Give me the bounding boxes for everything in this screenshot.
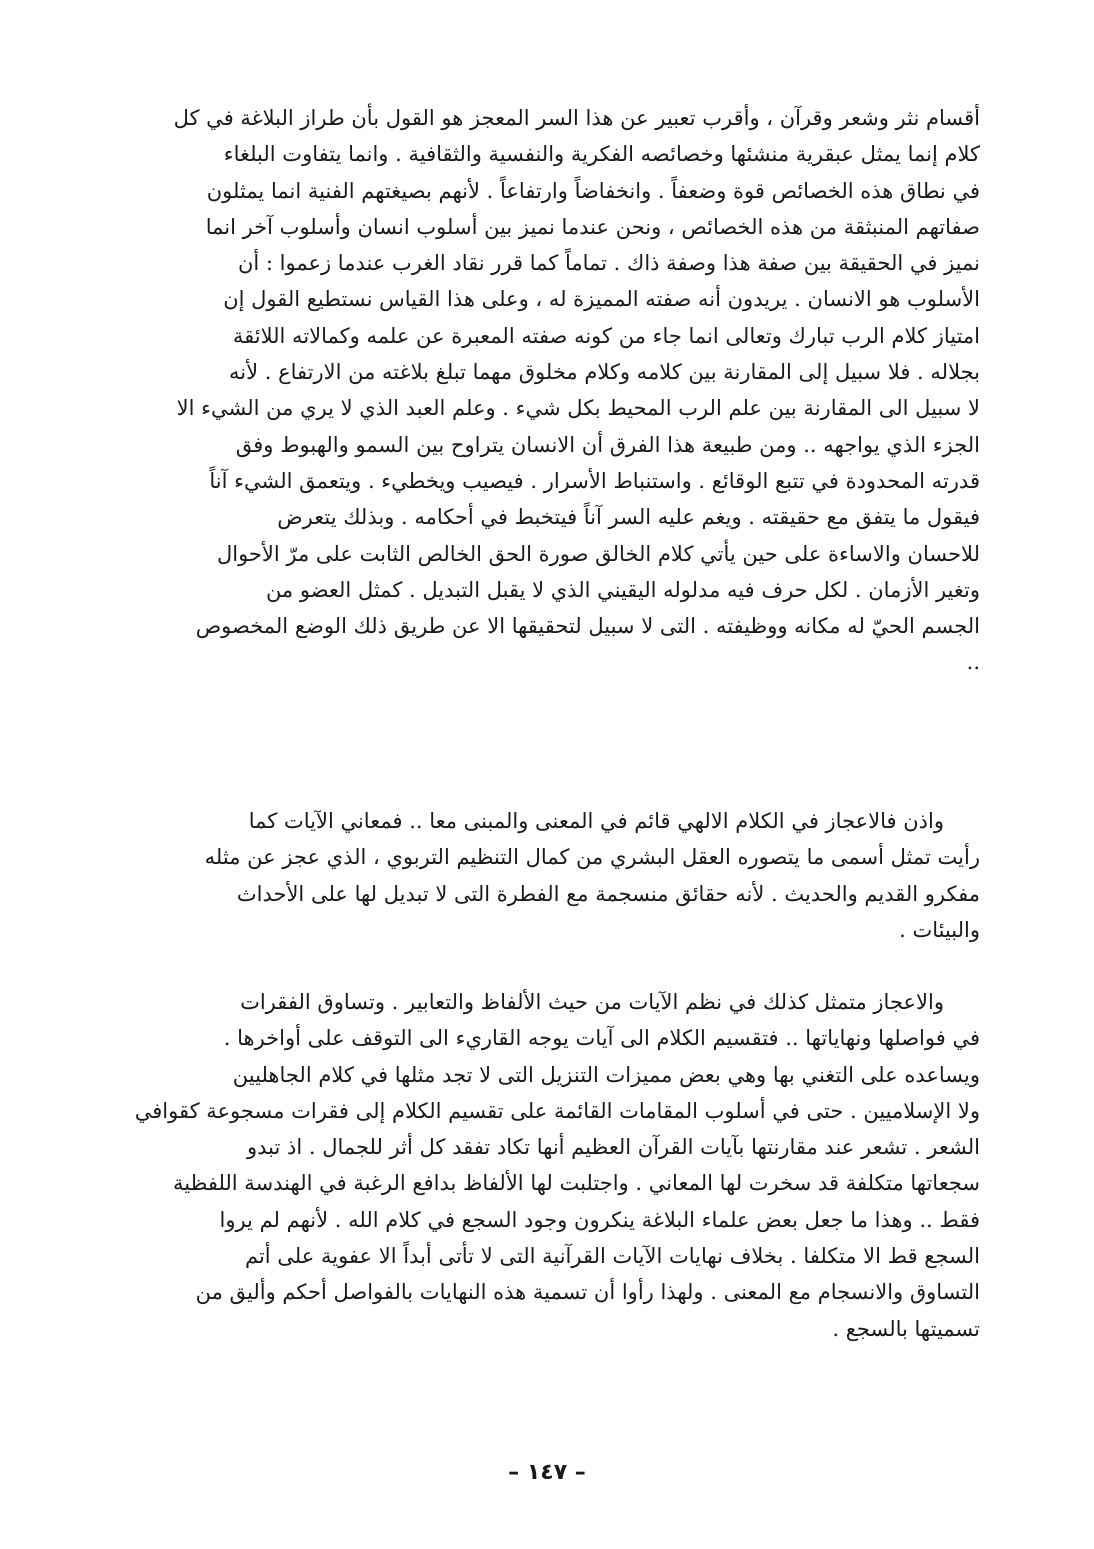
text-line: صفاتهم المنبثقة من هذه الخصائص ، ونحن عندما نميز بين أسلوب انسان وأسلوب آخر انما — [205, 214, 980, 239]
page-number: – ١٤٧ – — [508, 1460, 586, 1485]
text-line: أقسام نثر وشعر وقرآن ، وأقرب تعبير عن هذا السر المعجز هو القول بأن طراز البلاغة في كل — [173, 106, 980, 130]
text-line: ولا الإسلاميين . حتى في أسلوب المقامات القائمة على تقسيم الكلام إلى فقرات مسجوعة كقوافي — [134, 1098, 980, 1123]
text-line: في فواصلها ونهاياتها .. فتقسيم الكلام الى آيات يوجه القاريء الى التوقف على أواخرها . — [223, 1026, 980, 1051]
text-line: واذن فالاعجاز في الكلام الالهي قائم في المعنى والمبنى معا .. فمعاني الآيات كما — [248, 809, 944, 833]
text-line: لا سبيل الى المقارنة بين علم الرب المحيط بكل شيء . وعلم العبد الذي لا يري من الشيء الا — [176, 396, 980, 421]
text-line: السجع قط الا متكلفا . بخلاف نهايات الآيات القرآنية التى لا تأتى أبداً الا عفوية على أتم — [244, 1244, 980, 1269]
text-line: مفكرو القديم والحديث . لأنه حقائق منسجمة مع الفطرة التى لا تبديل لها على الأحداث — [236, 881, 980, 906]
text-line: الجسم الحيّ له مكانه ووظيفته . التى لا سبيل لتحقيقها الا عن طريق ذلك الوضع المخصوص — [195, 614, 980, 639]
text-line: فيقول ما يتفق مع حقيقته . ويغم عليه السر آناً فيتخبط في أحكامه . وبذلك يتعرض — [277, 505, 980, 530]
text-line: في نطاق هذه الخصائص قوة وضعفاً . وانخفاضاً وارتفاعاً . لأنهم بصيغتهم الفنية انما يمثلون — [206, 178, 980, 203]
text-line: امتياز كلام الرب تبارك وتعالى انما جاء من كونه صفته المعبرة عن علمه وكمالاته اللائقة — [232, 323, 980, 348]
text-line: قدرته المحدودة في تتبع الوقائع . واستنباط الأسرار . فيصيب ويخطيء . ويتعمق الشيء آناً — [209, 468, 980, 493]
text-line: الشعر . تشعر عند مقارنتها بآيات القرآن العظيم أنها تكاد تفقد كل أثر للجمال . اذ تبدو — [246, 1135, 980, 1160]
text-line: التساوق والانسجام مع المعنى . ولهذا رأوا أن تسمية هذه النهايات بالفواصل أحكم وأليق من — [195, 1280, 980, 1305]
text-line: نميز في الحقيقة بين صفة هذا وصفة ذاك . تماماً كما قرر نقاد الغرب عندما زعموا : أن — [237, 251, 980, 276]
text-line: وتغير الأزمان . لكل حرف فيه مدلوله اليقيني الذي لا يقبل التبديل . كمثل العضو من — [265, 577, 980, 602]
text-line: ويساعده على التغني بها وهي بعض مميزات التنزيل التى لا تجد مثلها في كلام الجاهليين — [232, 1062, 980, 1087]
text-line: بجلاله . فلا سبيل إلى المقارنة بين كلامه وكلام مخلوق مهما تبلغ بلاغته من الارتفاع . لأنه — [228, 360, 980, 385]
text-line: تسميتها بالسجع . — [832, 1316, 980, 1341]
paragraph-3 — [118, 984, 980, 1347]
paragraph-2 — [118, 803, 980, 948]
text-line: الجزء الذي يواجهه .. ومن طبيعة هذا الفرق أن الانسان يتراوح بين السمو والهبوط وفق — [235, 432, 980, 457]
text-line: كلام إنما يمثل عبقرية منشئها وخصائصه الفكرية والنفسية والثقافية . وانما يتفاوت البلغاء — [223, 142, 980, 167]
text-line: رأيت تمثل أسمى ما يتصوره العقل البشري من كمال التنظيم التربوي ، الذي عجز عن مثله — [204, 845, 980, 870]
text-line: للاحسان والاساءة على حين يأتي كلام الخالق صورة الحق الخالص الثابت على مرّ الأحوال — [216, 541, 980, 566]
text-line: الأسلوب هو الانسان . يريدون أنه صفته المميزة له ، وعلى هذا القياس نستطيع القول إن — [223, 287, 980, 312]
text-line: والاعجاز متمثل كذلك في نظم الآيات من حيث الألفاظ والتعابير . وتساوق الفقرات — [240, 990, 944, 1014]
paragraph-1 — [118, 100, 980, 681]
text-line: فقط .. وهذا ما جعل بعض علماء البلاغة ينكرون وجود السجع في كلام الله . لأنهم لم يروا — [219, 1207, 980, 1232]
text-line: .. — [966, 650, 980, 675]
text-line: والبيئات . — [899, 917, 980, 942]
text-line: سجعاتها متكلفة قد سخرت لها المعاني . واجتلبت لها الألفاظ بدافع الرغبة في الهندسة اللفظية — [173, 1171, 980, 1196]
